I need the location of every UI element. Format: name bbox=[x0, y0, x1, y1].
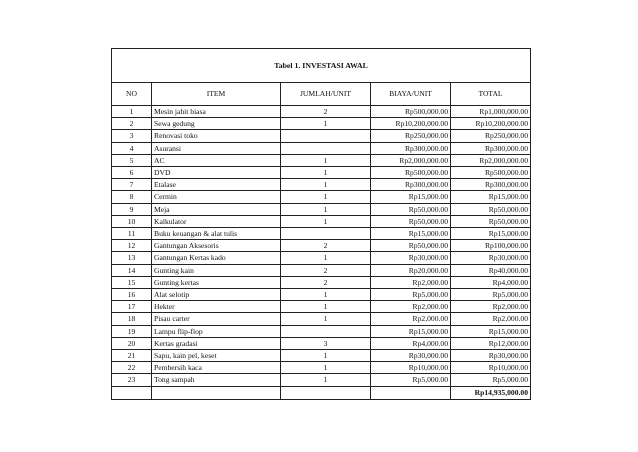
table-row bbox=[112, 203, 531, 215]
row-no: 15 bbox=[112, 276, 152, 288]
row-qty: 1 bbox=[281, 301, 371, 313]
row-item: Alat selotip bbox=[152, 289, 281, 301]
total-row-empty-cell bbox=[281, 386, 371, 399]
row-cost: Rp50,000.00 bbox=[371, 203, 451, 215]
row-qty: 1 bbox=[281, 350, 371, 362]
row-qty: 1 bbox=[281, 154, 371, 166]
total-row-empty-cell bbox=[371, 386, 451, 399]
row-item: Pembersih kaca bbox=[152, 362, 281, 374]
table-row bbox=[112, 252, 531, 264]
row-cost: Rp2,000.00 bbox=[371, 301, 451, 313]
row-item: Asuransi bbox=[152, 142, 281, 154]
row-qty bbox=[281, 325, 371, 337]
row-total: Rp250,000.00 bbox=[451, 130, 531, 142]
table-row bbox=[112, 374, 531, 386]
row-item: Gantungan Aksesoris bbox=[152, 240, 281, 252]
table-row bbox=[112, 179, 531, 191]
row-total: Rp2,000.00 bbox=[451, 313, 531, 325]
row-total: Rp2,000.00 bbox=[451, 301, 531, 313]
row-no: 8 bbox=[112, 191, 152, 203]
table-row bbox=[112, 240, 531, 252]
row-cost: Rp500,000.00 bbox=[371, 167, 451, 179]
row-no: 17 bbox=[112, 301, 152, 313]
row-cost: Rp2,000.00 bbox=[371, 276, 451, 288]
table-row bbox=[112, 215, 531, 227]
row-item: Sapu, kain pel, keset bbox=[152, 350, 281, 362]
row-item: Kalkulator bbox=[152, 215, 281, 227]
row-no: 12 bbox=[112, 240, 152, 252]
row-item: Gantungan Kertas kado bbox=[152, 252, 281, 264]
row-qty: 3 bbox=[281, 337, 371, 349]
row-qty: 1 bbox=[281, 215, 371, 227]
header-no: NO bbox=[112, 83, 152, 106]
row-cost: Rp5,000.00 bbox=[371, 374, 451, 386]
header-total: TOTAL bbox=[451, 83, 531, 106]
row-qty bbox=[281, 228, 371, 240]
row-no: 16 bbox=[112, 289, 152, 301]
row-total: Rp300,000.00 bbox=[451, 142, 531, 154]
table-row bbox=[112, 130, 531, 142]
table-row bbox=[112, 313, 531, 325]
row-total: Rp40,000.00 bbox=[451, 264, 531, 276]
row-item: Meja bbox=[152, 203, 281, 215]
row-qty: 1 bbox=[281, 313, 371, 325]
total-row bbox=[112, 386, 531, 399]
table-header-row bbox=[112, 83, 531, 106]
row-total: Rp500,000.00 bbox=[451, 167, 531, 179]
row-cost: Rp20,000.00 bbox=[371, 264, 451, 276]
row-item: Pisau carter bbox=[152, 313, 281, 325]
row-cost: Rp250,000.00 bbox=[371, 130, 451, 142]
row-qty: 1 bbox=[281, 203, 371, 215]
row-qty bbox=[281, 142, 371, 154]
table-row bbox=[112, 325, 531, 337]
row-total: Rp10,200,000.00 bbox=[451, 118, 531, 130]
row-cost: Rp2,000.00 bbox=[371, 313, 451, 325]
row-cost: Rp300,000.00 bbox=[371, 142, 451, 154]
row-cost: Rp15,000.00 bbox=[371, 228, 451, 240]
investment-table-container bbox=[111, 48, 530, 400]
row-total: Rp30,000.00 bbox=[451, 350, 531, 362]
row-item: Buku keuangan & alat tulis bbox=[152, 228, 281, 240]
row-cost: Rp300,000.00 bbox=[371, 179, 451, 191]
table-row bbox=[112, 118, 531, 130]
table-row bbox=[112, 301, 531, 313]
total-row-empty-cell bbox=[152, 386, 281, 399]
row-total: Rp15,000.00 bbox=[451, 325, 531, 337]
row-item: DVD bbox=[152, 167, 281, 179]
table-title-row bbox=[112, 49, 531, 83]
table-row bbox=[112, 276, 531, 288]
table-row bbox=[112, 228, 531, 240]
row-total: Rp50,000.00 bbox=[451, 203, 531, 215]
row-total: Rp1,000,000.00 bbox=[451, 106, 531, 118]
row-qty: 1 bbox=[281, 191, 371, 203]
header-qty: JUMLAH/UNIT bbox=[281, 83, 371, 106]
table-row bbox=[112, 350, 531, 362]
row-qty bbox=[281, 130, 371, 142]
row-no: 10 bbox=[112, 215, 152, 227]
grand-total: Rp14,935,000.00 bbox=[451, 386, 531, 399]
row-qty: 1 bbox=[281, 179, 371, 191]
table-title: Tabel 1. INVESTASI AWAL bbox=[112, 49, 531, 83]
row-cost: Rp15,000.00 bbox=[371, 191, 451, 203]
row-item: Gunting kertas bbox=[152, 276, 281, 288]
row-no: 7 bbox=[112, 179, 152, 191]
row-no: 1 bbox=[112, 106, 152, 118]
investment-table bbox=[111, 48, 531, 400]
row-total: Rp15,000.00 bbox=[451, 191, 531, 203]
row-cost: Rp50,000.00 bbox=[371, 215, 451, 227]
row-cost: Rp2,000,000.00 bbox=[371, 154, 451, 166]
row-no: 23 bbox=[112, 374, 152, 386]
row-total: Rp12,000.00 bbox=[451, 337, 531, 349]
table-row bbox=[112, 337, 531, 349]
header-cost: BIAYA/UNIT bbox=[371, 83, 451, 106]
row-item: Mesin jahit biasa bbox=[152, 106, 281, 118]
table-row bbox=[112, 362, 531, 374]
row-no: 2 bbox=[112, 118, 152, 130]
row-item: Sewa gedung bbox=[152, 118, 281, 130]
row-qty: 1 bbox=[281, 252, 371, 264]
total-row-empty-cell bbox=[112, 386, 152, 399]
row-qty: 2 bbox=[281, 240, 371, 252]
table-row bbox=[112, 191, 531, 203]
row-cost: Rp30,000.00 bbox=[371, 350, 451, 362]
row-total: Rp15,000.00 bbox=[451, 228, 531, 240]
row-qty: 2 bbox=[281, 106, 371, 118]
row-no: 11 bbox=[112, 228, 152, 240]
row-item: Tong sampah bbox=[152, 374, 281, 386]
row-no: 14 bbox=[112, 264, 152, 276]
row-item: AC bbox=[152, 154, 281, 166]
row-cost: Rp30,000.00 bbox=[371, 252, 451, 264]
table-row bbox=[112, 289, 531, 301]
row-item: Lampu flip-flop bbox=[152, 325, 281, 337]
row-cost: Rp15,000.00 bbox=[371, 325, 451, 337]
row-no: 20 bbox=[112, 337, 152, 349]
table-row bbox=[112, 142, 531, 154]
row-total: Rp300,000.00 bbox=[451, 179, 531, 191]
row-total: Rp30,000.00 bbox=[451, 252, 531, 264]
row-qty: 2 bbox=[281, 264, 371, 276]
row-item: Cermin bbox=[152, 191, 281, 203]
row-no: 9 bbox=[112, 203, 152, 215]
row-qty: 2 bbox=[281, 276, 371, 288]
row-qty: 1 bbox=[281, 362, 371, 374]
row-cost: Rp10,200,000.00 bbox=[371, 118, 451, 130]
row-cost: Rp50,000.00 bbox=[371, 240, 451, 252]
row-item: Hekter bbox=[152, 301, 281, 313]
row-qty: 1 bbox=[281, 118, 371, 130]
row-cost: Rp5,000.00 bbox=[371, 289, 451, 301]
row-item: Etalase bbox=[152, 179, 281, 191]
table-row bbox=[112, 264, 531, 276]
row-no: 5 bbox=[112, 154, 152, 166]
row-qty: 1 bbox=[281, 167, 371, 179]
row-total: Rp5,000.00 bbox=[451, 374, 531, 386]
row-cost: Rp500,000.00 bbox=[371, 106, 451, 118]
row-total: Rp2,000,000.00 bbox=[451, 154, 531, 166]
table-row bbox=[112, 167, 531, 179]
row-cost: Rp4,000.00 bbox=[371, 337, 451, 349]
row-qty: 1 bbox=[281, 289, 371, 301]
row-total: Rp4,000.00 bbox=[451, 276, 531, 288]
row-no: 13 bbox=[112, 252, 152, 264]
row-item: Kertas gradasi bbox=[152, 337, 281, 349]
row-no: 4 bbox=[112, 142, 152, 154]
row-item: Gunting kain bbox=[152, 264, 281, 276]
row-no: 21 bbox=[112, 350, 152, 362]
table-row bbox=[112, 106, 531, 118]
row-item: Renovasi toko bbox=[152, 130, 281, 142]
row-no: 3 bbox=[112, 130, 152, 142]
row-no: 18 bbox=[112, 313, 152, 325]
row-total: Rp50,000.00 bbox=[451, 215, 531, 227]
row-total: Rp5,000.00 bbox=[451, 289, 531, 301]
row-total: Rp10,000.00 bbox=[451, 362, 531, 374]
row-no: 19 bbox=[112, 325, 152, 337]
row-cost: Rp10,000.00 bbox=[371, 362, 451, 374]
row-total: Rp100,000.00 bbox=[451, 240, 531, 252]
table-row bbox=[112, 154, 531, 166]
row-no: 6 bbox=[112, 167, 152, 179]
row-qty: 1 bbox=[281, 374, 371, 386]
header-item: ITEM bbox=[152, 83, 281, 106]
row-no: 22 bbox=[112, 362, 152, 374]
